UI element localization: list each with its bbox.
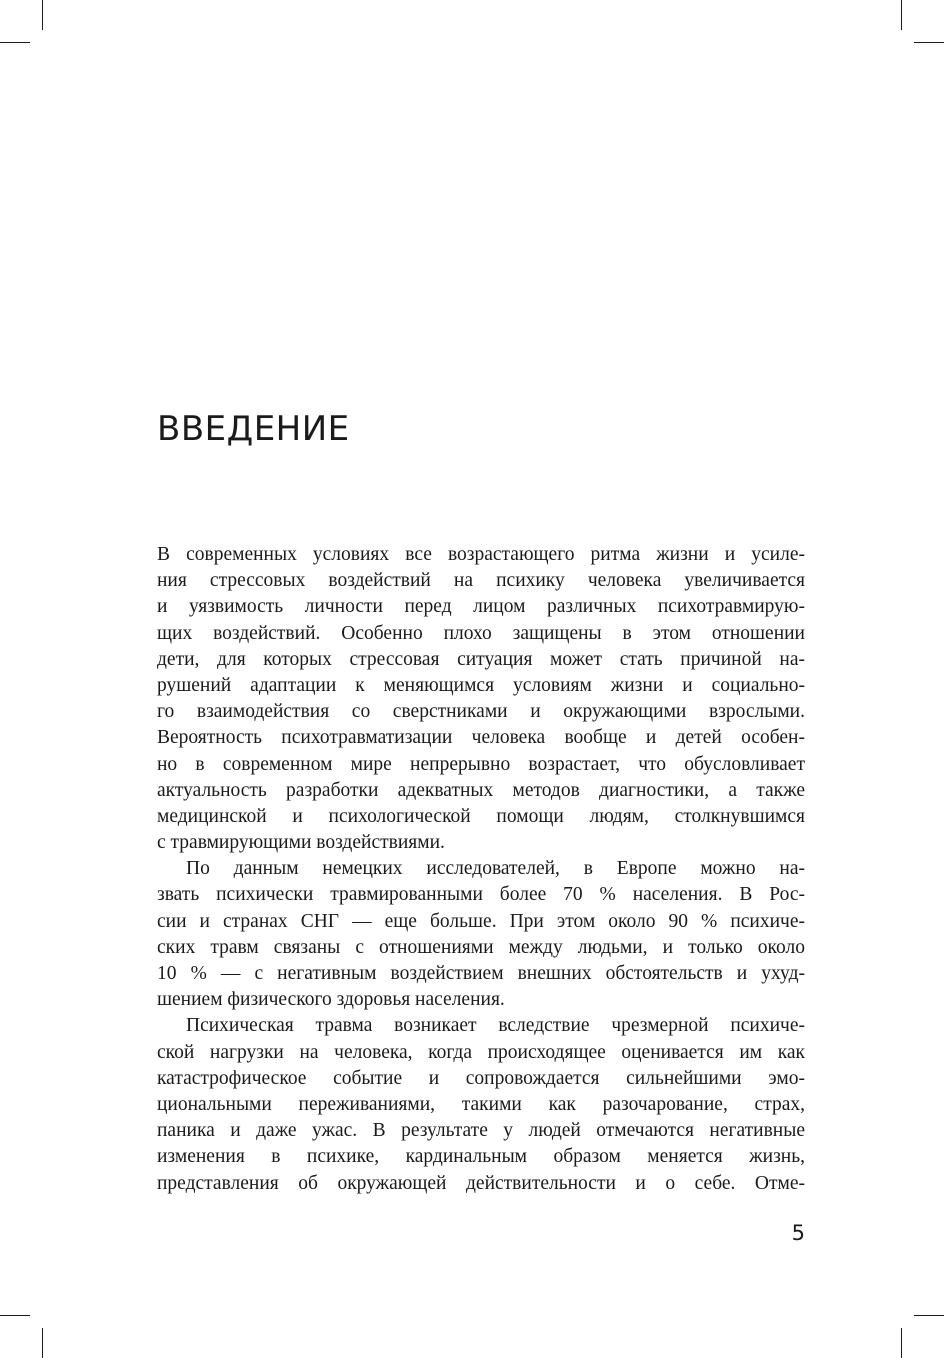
text-line: сии и странах СНГ — еще больше. При этом около 90 % психиче- xyxy=(157,910,805,932)
chapter-title: ВВЕДЕНИЕ xyxy=(157,409,350,449)
text-line: Психическая травма возникает вследствие чрезмерной психиче- xyxy=(186,1015,805,1037)
text-line: В современных условиях все возрастающего ритма жизни и усиле- xyxy=(157,544,805,565)
text-line: щих воздействий. Особенно плохо защищены в этом отношении xyxy=(157,622,805,644)
text-line: ской нагрузки на человека, когда происходящее оценивается им как xyxy=(157,1041,805,1063)
text-line: звать психически травмированными более 70 % населения. В Рос- xyxy=(157,884,805,906)
text-line: паника и даже ужас. В результате у людей отмечаются негативные xyxy=(157,1120,805,1142)
text-line: представления об окружающей действительности и о себе. Отме- xyxy=(157,1172,805,1194)
text-line: ния стрессовых воздействий на психику человека увеличивается xyxy=(157,570,805,592)
text-line: Вероятность психотравматизации человека вообще и детей особен- xyxy=(157,727,805,749)
text-line: 10 % — с негативным воздействием внешних обстоятельств и ухуд- xyxy=(157,963,805,984)
text-line: циональными переживаниями, такими как разочарование, страх, xyxy=(157,1093,805,1115)
text-line: актуальность разработки адекватных методов диагностики, а также xyxy=(157,779,805,801)
crop-mark-bottom-left-v xyxy=(42,1328,43,1358)
paragraph-3 xyxy=(157,1013,805,1196)
text-line: рушений адаптации к меняющимся условиям жизни и социально- xyxy=(157,674,805,696)
text-line: го взаимодействия со сверстниками и окружающими взрослыми. xyxy=(157,701,805,723)
text-line: дети, для которых стрессовая ситуация может стать причиной на- xyxy=(157,648,805,670)
text-line: ских травм связаны с отношениями между людьми, и только около xyxy=(157,936,805,958)
text-line: но в современном мире непрерывно возрастает, что обусловливает xyxy=(157,753,805,775)
crop-mark-top-left-v xyxy=(42,0,43,30)
text-line: изменения в психике, кардинальным образом меняется жизнь, xyxy=(157,1146,805,1168)
text-line: По данным немецких исследователей, в Европе можно на- xyxy=(186,858,805,880)
crop-mark-bottom-right-v xyxy=(901,1328,902,1358)
crop-mark-bottom-right-h xyxy=(914,1315,944,1316)
page-number: 5 xyxy=(791,1221,805,1245)
text-line: катастрофическое событие и сопровождается сильнейшими эмо- xyxy=(157,1067,805,1089)
text-line: шением физического здоровья населения. xyxy=(157,989,505,1011)
paragraph-2 xyxy=(157,856,805,1013)
text-line: с травмирующими воздействиями. xyxy=(157,832,445,854)
crop-mark-top-right-h xyxy=(914,42,944,43)
body-text xyxy=(157,542,805,1197)
crop-mark-bottom-left-h xyxy=(0,1315,30,1316)
text-line: медицинской и психологической помощи людям, столкнувшимся xyxy=(157,805,805,827)
crop-mark-top-right-v xyxy=(901,0,902,30)
crop-mark-top-left-h xyxy=(0,42,30,43)
text-line: и уязвимость личности перед лицом различных психотравмирую- xyxy=(157,596,805,618)
paragraph-1 xyxy=(157,542,805,856)
